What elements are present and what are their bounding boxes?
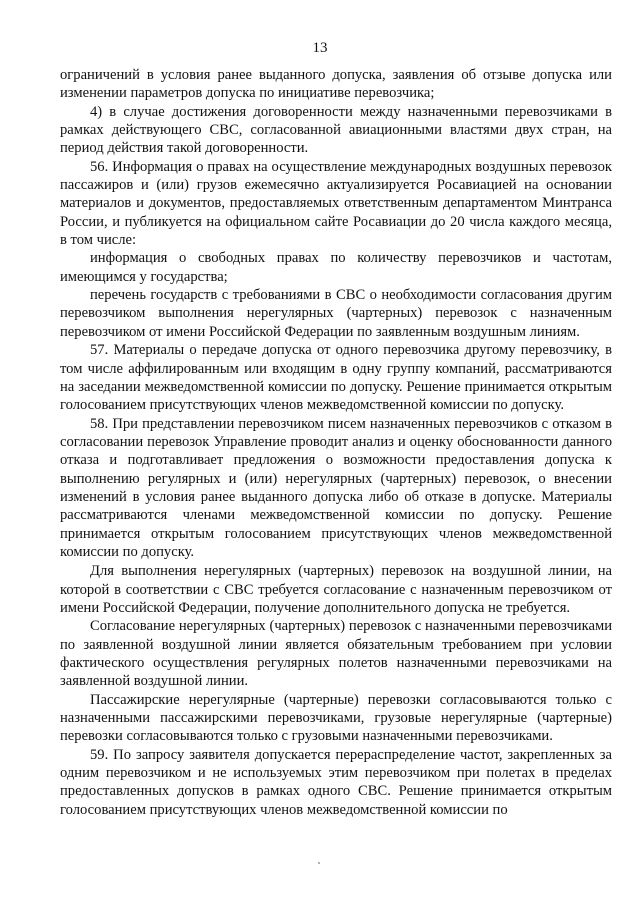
scan-speck	[318, 862, 320, 864]
paragraph-continuation: ограничений в условия ранее выданного допуска, заявления об отзыве допуска или изменении параметров допуска по инициативе перевозчика;	[60, 67, 612, 102]
page-number: 13	[312, 40, 328, 56]
document-body	[60, 66, 612, 819]
paragraph-free-rights-info: информация о свободных правах по количеству перевозчиков и частотам, имеющимся у государства;	[60, 250, 612, 285]
paragraph-charter-coordination: Согласование нерегулярных (чартерных) перевозок с назначенными перевозчиками по заявленной воздушной линии является обязательным требованием при условии фактического осуществления регулярных полетов назначенными перевозчиками на заявленной воздушной линии.	[60, 618, 612, 690]
paragraph-item-4: 4) в случае достижения договоренности между назначенными перевозчиками в рамках действующего СВС, согласованной авиационными властями двух стран, на период действия такой договоренности.	[60, 103, 612, 157]
paragraph-states-list: перечень государств с требованиями в СВС о необходимости согласования другим перевозчиком выполнения нерегулярных (чартерных) перевозок с назначенным перевозчиком от имени Российской Федерации по заявленным воздушным линиям.	[60, 287, 612, 340]
paragraph-passenger-cargo: Пассажирские нерегулярные (чартерные) перевозки согласовываются только с назначенными пассажирскими перевозчиками, грузовые нерегулярные (чартерные) перевозки согласовываются только с грузовыми назначенными перевозчиками.	[60, 691, 612, 745]
paragraph-58: 58. При представлении перевозчиком писем назначенных перевозчиков с отказом в согласовании перевозок Управление проводит анализ и оценку обоснованности данного отказа и подготавливает предложения о возможности предоставления допуска к выполнению регулярных и (или) нерегулярных (чартерных) перевозок, о внесении изменений в условия ранее выданного допуска либо об отказе в допуске. Материалы рассматриваются членами межведомственной комиссии по допуску. Решение принимается открытым голосованием присутствующих членов межведомственной комиссии по допуску.	[60, 415, 612, 560]
paragraph-59: 59. По запросу заявителя допускается перераспределение частот, закрепленных за одним перевозчиком и не используемых этим перевозчиком при полетах в пределах предоставленных допусков в рамках одного СВС. Решение принимается открытым голосованием присутствующих членов межведомственной комиссии по	[60, 746, 612, 818]
paragraph-56: 56. Информация о правах на осуществление международных воздушных перевозок пассажиров и (или) грузов ежемесячно актуализируется Росавиацией на основании материалов и документов, предоставляемых ответственным департаментом Минтранса России, и публикуется на официальном сайте Росавиации до 20 числа каждого месяца, в том числе:	[60, 158, 612, 249]
paragraph-charter-permit: Для выполнения нерегулярных (чартерных) перевозок на воздушной линии, на которой в соответствии с СВС требуется согласование с назначенным перевозчиком от имени Российской Федерации, получение дополнительного допуска не требуется.	[60, 563, 612, 616]
paragraph-57: 57. Материалы о передаче допуска от одного перевозчика другому перевозчику, в том числе аффилированным или входящим в одну группу компаний, рассматриваются на заседании межведомственной комиссии по допуску. Решение принимается открытым голосованием присутствующих членов межведомственной комиссии по допуску.	[60, 342, 612, 414]
